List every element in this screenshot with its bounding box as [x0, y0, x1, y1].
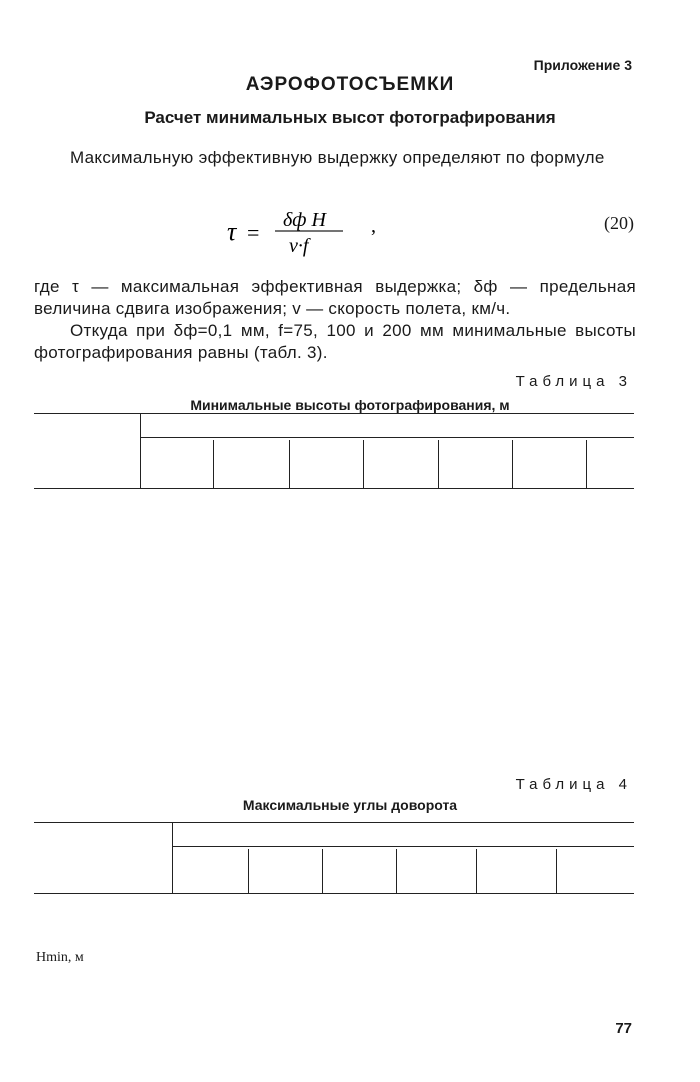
exposure-formula [225, 200, 405, 260]
table4-column-divider [556, 849, 557, 893]
formula-tau: τ [227, 217, 237, 246]
formula-numerator: δф H [283, 209, 326, 231]
table4-column-divider [476, 849, 477, 893]
page-title: АЭРОФОТОСЪЕМКИ [245, 74, 455, 95]
appendix-label: Приложение 3 [533, 57, 632, 73]
table3-column-divider [289, 440, 290, 488]
table3-title: Минимальные высоты фотографирования, м [190, 397, 510, 413]
table3-rowhead-divider [140, 413, 141, 488]
table3-group-rule [140, 437, 634, 438]
table4-top-rule [34, 822, 634, 823]
equation-number: (20) [604, 213, 634, 233]
table4-row-label: Hmin, м [36, 950, 84, 965]
table4-column-divider [322, 849, 323, 893]
table3-column-divider [438, 440, 439, 488]
table3-column-divider [363, 440, 364, 488]
table4-title: Максимальные углы доворота [242, 797, 458, 813]
formula-comma: , [371, 215, 376, 237]
section-subtitle: Расчет минимальных высот фотографирования [144, 108, 556, 127]
intro-paragraph-3: Откуда при δф=0,1 мм, f=75, 100 и 200 мм минимальные высоты фотографирования равны (табл. 3). [34, 321, 636, 362]
table3-top-rule [34, 413, 634, 414]
table4-column-divider [396, 849, 397, 893]
page-number: 77 [615, 1020, 632, 1037]
table4-group-rule [172, 846, 634, 847]
table3-caption: Таблица 3 [515, 373, 632, 390]
intro-paragraph-1: Максимальную эффективную выдержку определяют по формуле [70, 148, 605, 167]
table3-column-divider [586, 440, 587, 488]
table4-column-divider [248, 849, 249, 893]
table3-column-divider [512, 440, 513, 488]
formula-denominator: v·f [289, 235, 309, 257]
table4-caption: Таблица 4 [515, 776, 632, 793]
formula-equals: = [247, 220, 260, 245]
table3-header-bottom-rule [34, 488, 634, 489]
table4-header-bottom-rule [34, 893, 634, 894]
intro-paragraph-2: где τ — максимальная эффективная выдержка; δф — предельная величина сдвига изображения; v — скорость полета, км/ч. [34, 277, 636, 318]
table4-rowhead-divider [172, 822, 173, 893]
table3-column-divider [213, 440, 214, 488]
